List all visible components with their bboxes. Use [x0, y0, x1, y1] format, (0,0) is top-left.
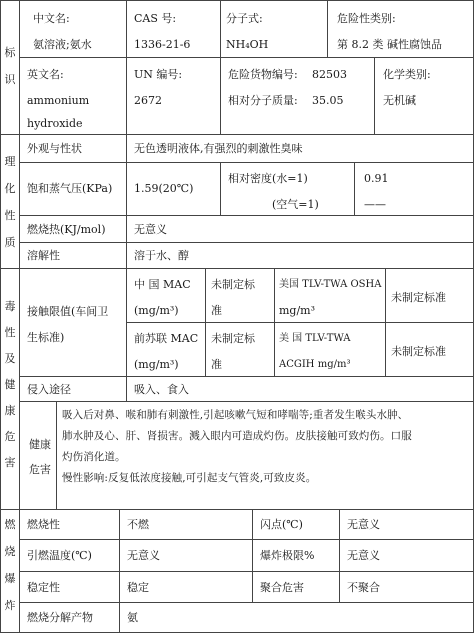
en-name-label: 英文名:	[27, 68, 64, 81]
us-osha-unit: mg/m³	[279, 304, 316, 317]
vapor-label: 饱和蒸气压(KPa)	[27, 182, 113, 195]
appearance-value: 无色透明液体,有强烈的刺激性臭味	[134, 142, 303, 155]
density-air-label: (空气=1)	[272, 198, 319, 211]
china-mac-value-1: 未制定标	[211, 278, 255, 291]
mw-label: 相对分子质量:	[228, 94, 298, 107]
section-label-toxicity: 毒 性 及 健 康 危 害	[4, 300, 16, 469]
ussr-mac-label: 前苏联 MAC	[134, 332, 199, 345]
solubility-value: 溶于水、醇	[134, 249, 189, 262]
section-label-fire: 燃 烧 爆 炸	[4, 518, 16, 612]
flash-label: 闪点(℃)	[260, 518, 303, 531]
hazard-class-label: 危险性类别:	[337, 12, 396, 25]
un-value: 2672	[134, 94, 162, 107]
us-acgih-label: 美 国 TLV-TWA	[279, 333, 351, 344]
cas-value: 1336-21-6	[134, 38, 191, 51]
chem-class-label: 化学类别:	[383, 68, 431, 81]
en-name-value-1: ammonium	[27, 94, 90, 107]
cn-name-label: 中文名:	[33, 12, 70, 25]
cell-limit-label	[19, 268, 127, 377]
density-value: 0.91	[364, 172, 389, 185]
density-label: 相对密度(水=1)	[228, 172, 308, 185]
china-mac-unit: (mg/m³)	[134, 304, 179, 317]
ignition-value: 无意义	[127, 549, 160, 562]
formula-value: NH₄OH	[226, 38, 269, 51]
stability-value: 稳定	[127, 581, 149, 594]
health-hazard-text	[62, 405, 412, 489]
polymer-label: 聚合危害	[260, 581, 304, 594]
flash-value: 无意义	[347, 518, 380, 531]
health-text-line-3: 灼伤消化道。	[62, 451, 126, 463]
dg-no-value: 82503	[312, 68, 347, 81]
us-osha-label: 美国 TLV-TWA OSHA	[279, 279, 382, 290]
health-text-line-4: 慢性影响:反复低浓度接触,可引起支气管炎,可致皮炎。	[62, 472, 317, 484]
decomp-label: 燃烧分解产物	[27, 611, 93, 624]
ussr-mac-value-1: 未制定标	[211, 332, 255, 345]
cell-decomp-value	[119, 602, 474, 633]
chem-class-value: 无机碱	[383, 94, 416, 107]
explosive-value: 无意义	[347, 549, 380, 562]
us-acgih-value: 未制定标准	[391, 345, 446, 358]
section-label-identification: 标 识	[4, 46, 16, 86]
china-mac-label: 中 国 MAC	[134, 278, 191, 291]
decomp-value: 氨	[127, 611, 138, 624]
combustion-label: 燃烧热(KJ/mol)	[27, 223, 106, 236]
hazard-class-value: 第 8.2 类 碱性腐蚀品	[337, 38, 442, 51]
health-label-2: 危害	[29, 463, 51, 476]
health-text-line-2: 肺水肿及心、肝、肾损害。溅入眼内可造成灼伤。皮肤接触可致灼伤。口服	[62, 430, 412, 442]
health-text-line-1: 吸入后对鼻、喉和肺有刺激性,引起咳嗽气短和哮喘等;重者发生喉头水肿、	[62, 409, 409, 421]
ussr-mac-unit: (mg/m³)	[134, 358, 179, 371]
cas-label: CAS 号:	[134, 12, 177, 25]
us-acgih-unit: ACGIH mg/m³	[279, 359, 351, 370]
ussr-mac-value-2: 准	[211, 358, 222, 371]
mw-value: 35.05	[312, 94, 344, 107]
dg-no-label: 危险货物编号:	[228, 68, 298, 81]
solubility-label: 溶解性	[27, 249, 60, 262]
cn-name-value: 氨溶液;氨水	[33, 38, 92, 51]
flammability-label: 燃烧性	[27, 518, 60, 531]
flammability-value: 不燃	[127, 518, 149, 531]
un-label: UN 编号:	[134, 68, 183, 81]
health-label-1: 健康	[29, 438, 51, 451]
cell-combustion-value	[126, 215, 474, 243]
density-air-value: ——	[364, 198, 386, 211]
formula-label: 分子式:	[226, 12, 263, 25]
section-label-physchem: 理 化 性 质	[4, 155, 16, 249]
vapor-value: 1.59(20℃)	[134, 182, 194, 195]
limit-label-2: 生标准)	[27, 331, 65, 344]
route-value: 吸入、食入	[134, 383, 189, 396]
polymer-value: 不聚合	[347, 581, 380, 594]
stability-label: 稳定性	[27, 581, 60, 594]
us-osha-value: 未制定标准	[391, 291, 446, 304]
limit-label-1: 接触限值(车间卫	[27, 305, 109, 318]
cell-health-label	[19, 401, 57, 510]
combustion-value: 无意义	[134, 223, 167, 236]
ignition-label: 引燃温度(℃)	[27, 549, 92, 562]
explosive-label: 爆炸极限%	[260, 549, 315, 562]
china-mac-value-2: 准	[211, 304, 222, 317]
en-name-value-2: hydroxide	[27, 117, 83, 130]
route-label: 侵入途径	[27, 383, 71, 396]
appearance-label: 外观与性状	[27, 142, 82, 155]
